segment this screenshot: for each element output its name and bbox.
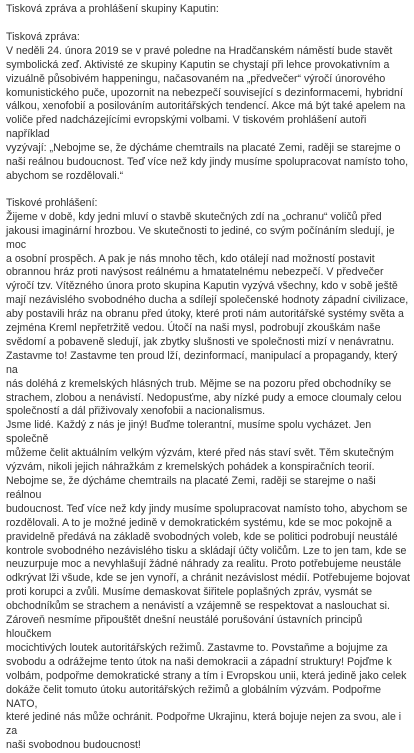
spacer [6,17,410,31]
press-release-heading: Tisková zpráva: [6,30,80,43]
document-title: Tisková zpráva a prohlášení skupiny Kaputin: [6,3,219,15]
document [6,3,410,753]
press-release-body: V neděli 24. února 2019 se v pravé poledne na Hradčanském náměstí bude stavět symbolická zeď. Aktivisté ze skupiny Kaputin se chystají při lehce provokativním a vizuálně působivém happeningu, načasovaném na „předvečer“ výročí únorového komunistického puče, upozornit na nebezpečí související s dezinformacemi, hybridní válkou, xenofobií a posilováním autoritářských tendencí. Akce má být také apelem na voliče před nadcházejícími evropskými volbami. V tiskovém prohlášení autoři například vyzývají: „Nebojme se, že dýcháme chemtrails na placaté Zemi, raději se starejme o naši reálnou budoucnost. Teď více než kdy jindy musíme spolupracovat namísto toho, abychom se rozdělovali.“ [6,44,409,182]
press-release-section [6,31,410,184]
spacer [6,184,410,197]
statement-heading: Tiskové prohlášení: [6,196,98,209]
statement-section [6,197,410,753]
statement-body: Žijeme v době, kdy jedni mluví o stavbě skutečných zdí na „ochranu“ voličů před jakousi imaginární hrozbou. Ve skutečnosti to jediné, co svým počínáním sledují, je moc a osobní prospěch. A pak je nás mnoho těch, kdo otálejí nad možností postavit obrannou hráz proti navýsost reálnému a hmatatelnému nebezpečí. V předvečer výročí tzv. Vítězného února proto skupina Kaputin vyzývá všechny, kdo v sobě ještě mají nezávislého svobodného ducha a sdílejí společenské hodnoty západní civilizace, aby postavili hráz na obranu před útoky, které proti nám autoritářské systémy světa a zejména Kreml nepřetržitě vedou. Útočí na naši mysl, podrobují zkouškám naše svědomí a pobaveně sledují, jak zbytky slušnosti ve společnosti mizí v nenávratnu. Zastavme to! Zastavme ten proud lží, dezinformací, manipulací a propagandy, který na nás doléhá z kremelských hlásných trub. Mějme se na pozoru před obchodníky se strachem, zlobou a nenávistí. Nedopusťme, aby nízké pudy a emoce cloumaly celou společností a dál přiživovaly xenofobii a nacionalismus. Jsme lidé. Každý z nás je jiný! Buďme tolerantní, musíme spolu vycházet. Jen společně můžeme čelit aktuálním velkým výzvám, které před nás staví svět. Těm skutečným výzvám, nikoli jejich náhražkám z kremelských pohádek a konspiračních teorií. Nebojme se, že dýcháme chemtrails na placaté Zemi, raději se starejme o naši reálnou budoucnost. Teď více než kdy jindy musíme spolupracovat namísto toho, abychom se rozdělovali. A to je možné jedině v demokratickém systému, kde se moc pokojně a pravidelně předává na základě svobodných voleb, kde se politici podrobují neustálé kontrole svobodného nezávislého tisku a skládají účty voličům. Lze to jen tam, kde se neuzurpuje moc a nevyhlašují žádné náhrady za realitu. Proto potřebujeme neustále odkrývat lži všude, kde se jen vynoří, a chránit nezávislost médií. Potřebujeme bojovat proti korupci a zvůli. Musíme demaskovat šiřitele poplašných zpráv, vysmát se obchodníkům se strachem a nenávistí a vzájemně se respektovat a naslouchat si. Zároveň nesmíme připouštět dnešní neustálé porušování ústavních principů hloučkem mocichtivých loutek autoritářských režimů. Zastavme to. Povstaňme a bojujme za svobodu a odrážejme tento útok na naši demokracii a západní struktury! Pojďme k volbám, podpořme demokratické strany a tím i Evropskou unii, která jedině jako celek dokáže čelit tomuto útoku autoritářských režimů a globálním výzvám. Podpořme NATO, které jediné nás může ochránit. Podpořme Ukrajinu, která bojuje nejen za svou, ale i za naši svobodnou budoucnost! [6,210,410,752]
